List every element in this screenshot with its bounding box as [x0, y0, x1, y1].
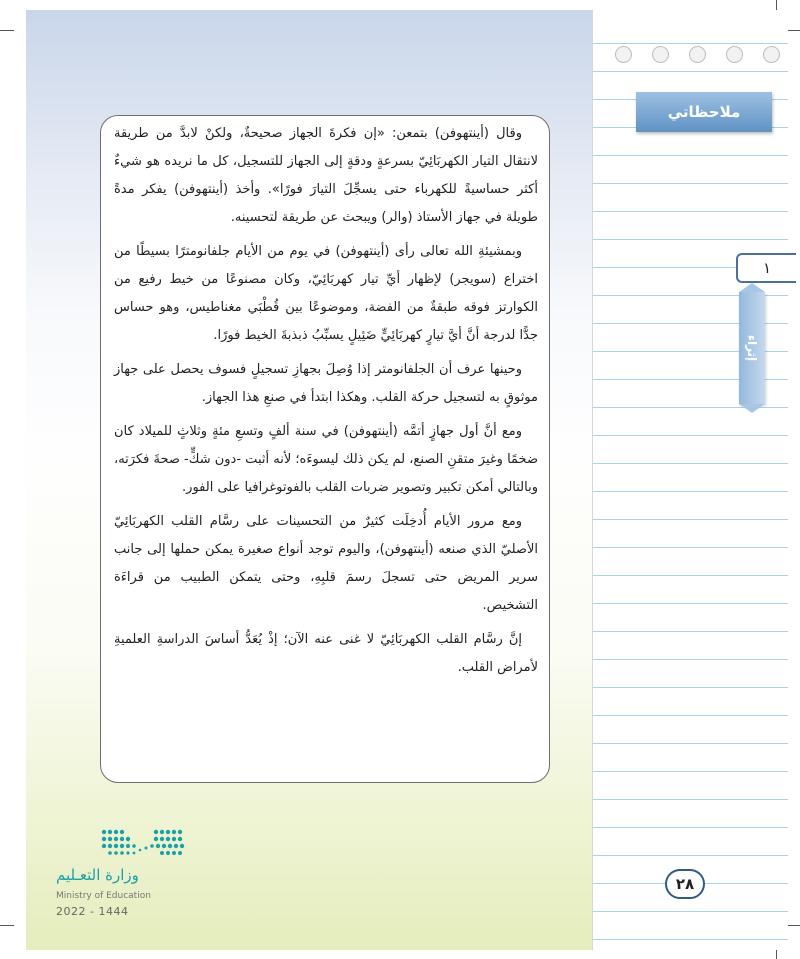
ministry-name-english: Ministry of Education — [56, 891, 151, 901]
binder-holes — [615, 46, 783, 66]
section-tab — [739, 292, 765, 404]
binder-hole-icon — [726, 46, 743, 63]
paragraph: وقال (أينتهوفن) بتمعن: «إن فكرةَ الجهاز صحيحةٌ، ولكنْ لابدَّ من طريقة لانتقال التيار الكهربَائِيّ بسرعةٍ ودقةٍ إلى الجهاز للتسجيل، كل ما نريده هو شيءٌ أكثر حساسيةً للكهرباء حتى يسجِّلَ التيارَ فورًا». وأخذ (أينتهوفن) يفكر مدةً طويلة في جهاز الأستاذ (والر) ويبحث عن طريقة لتحسينه. — [114, 126, 538, 225]
section-tab-label: إثراء — [745, 334, 759, 362]
page-number — [665, 869, 705, 899]
binder-hole-icon — [652, 46, 669, 63]
paragraph: إنَّ رسَّام القلب الكهربَائِيّ لا غنى عنه الآن؛ إذْ يُعَدُّ أساسَ الدراسةِ العلميةِ لأمراض القلب. — [114, 632, 538, 675]
reading-text — [114, 120, 538, 688]
paragraph: وبمشيئةِ الله تعالى رأى (أينتهوفن) في يوم من الأيام جلفانومترًا بسيطًا من اختراع (سويجر) لإظهار أيِّ تيار كهربَائِيّ، وكان مصنوعًا من خيط رفيع من الكوارتز فوقه طبقةٌ من الفضة، وموضوعًا بين قُطْبَي مغناطيس، وهو حساس جدًّا لدرجة أنَّ أيَّ تيارٍ كهربَائِيٍّ ضَئِيلٍ يسبِّبُ ذبذبةَ الخيط فورًا. — [114, 244, 538, 343]
ministry-name-arabic: وزارة التعـليم — [56, 866, 139, 884]
binder-hole-icon — [689, 46, 706, 63]
notes-tab — [636, 92, 772, 132]
paragraph: وحينها عرف أن الجلفانومتر إذا وُصِلَ بجهازِ تسجيلٍ فسوف يحصل على جهاز موثوقٍ به لتسجيل حركة القلب. وهكذا ابتدأ في صنعِ هذا الجهاز. — [114, 362, 538, 405]
page-number-label: ٢٨ — [675, 875, 695, 893]
ministry-logo — [56, 822, 196, 932]
binder-hole-icon — [615, 46, 632, 63]
paragraph: ومع مرور الأيام أُدخِلَت كثيرٌ من التحسينات على رسَّام القلب الكهربَائِيّ الأصليّ الذي صنعه (أينتهوفن)، واليوم توجد أنواع صغيرة يمكن حملها إلى جانب سرير المريض حتى تسجلَ رسمَ قلبِهِ، وحتى يتمكن الطبيب من قراءَة التشخيص. — [114, 514, 538, 613]
notes-tab-label: ملاحظاتي — [667, 103, 741, 121]
crop-mark — [0, 925, 14, 926]
ministry-dots-icon — [100, 826, 186, 866]
chapter-number-label: ١ — [762, 259, 772, 277]
paragraph: ومع أنَّ أول جهازٍ أتمَّه (أينتهوفن) في سنة ألفٍ وتسعِ مئةٍ وثلاثٍ للميلاد كان ضخمًا وغيرَ متقنِ الصنع، لم يكن ذلك ليسوءَه؛ لأنه أثبت -دون شكٍّ- صحةَ فكرَته، وبالتالي أمكن تكبير وتصوير ضربات القلب بالفوتوغرافيا على الفور. — [114, 424, 538, 495]
binder-hole-icon — [763, 46, 780, 63]
crop-mark — [0, 30, 14, 31]
chapter-number — [736, 253, 796, 283]
notes-notebook — [592, 10, 788, 950]
edition-year: 2022 - 1444 — [56, 905, 129, 918]
crop-mark — [786, 30, 800, 31]
crop-mark — [786, 925, 800, 926]
